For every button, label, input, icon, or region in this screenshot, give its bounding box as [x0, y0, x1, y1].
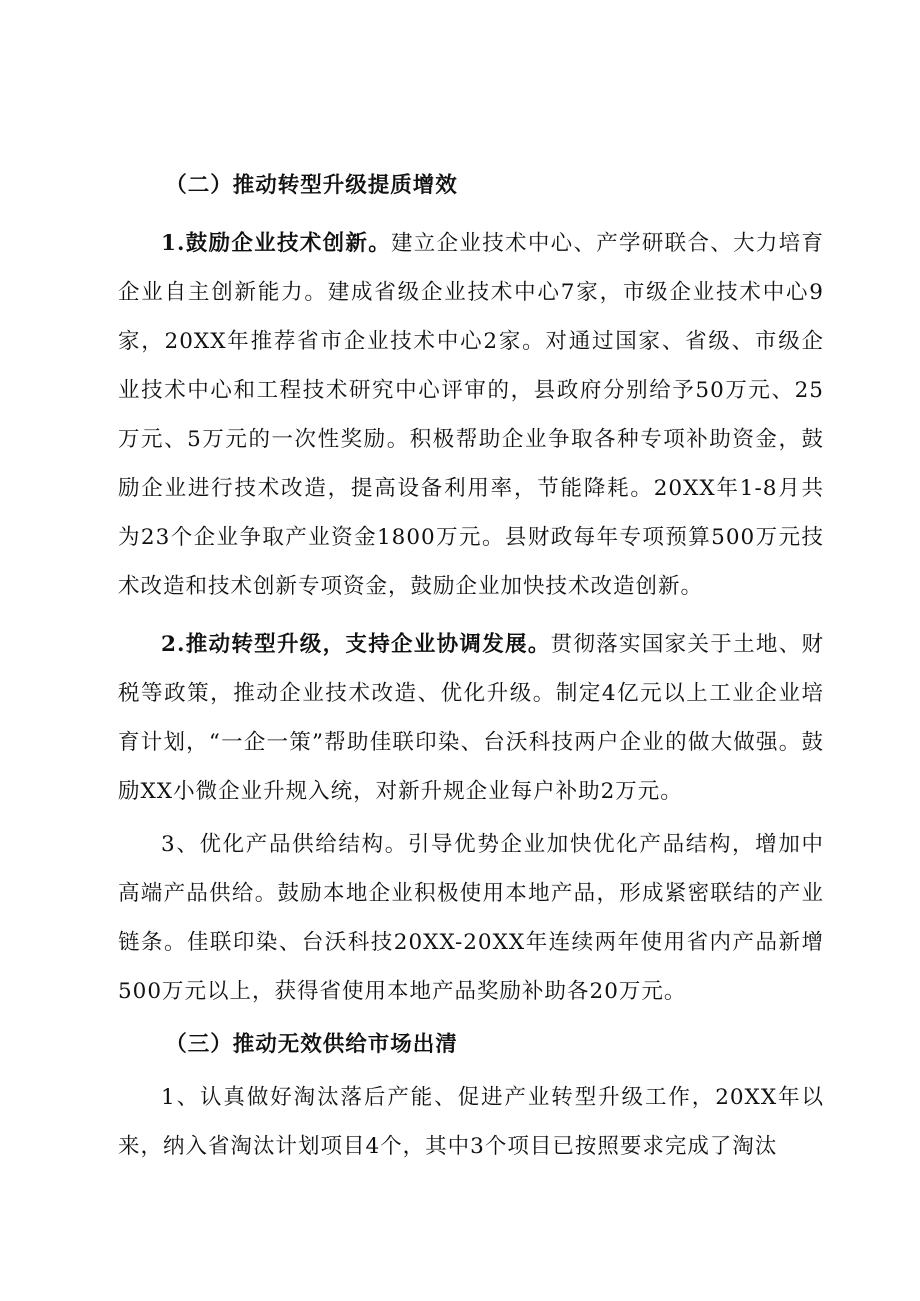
document-body	[118, 161, 824, 1171]
paragraph-item-2-lead: 2.推动转型升级，支持企业协调发展。	[161, 632, 551, 657]
paragraph-item-2-text: 贯彻落实国家关于土地、财税等政策，推动企业技术改造、优化升级。制定4亿元以上工业企业培育计划，“一企一策”帮助佳联印染、台沃科技两户企业的做大做强。鼓励XX小微企业升规入统，对新升规企业每户补助2万元。	[118, 632, 824, 804]
section-heading-3: （三）推动无效供给市场出清	[165, 1032, 458, 1057]
paragraph-item-4	[118, 1073, 824, 1171]
paragraph-item-4-text: 1、认真做好淘汰落后产能、促进产业转型升级工作，20XX年以来，纳入省淘汰计划项目4个，其中3个项目已按照要求完成了淘汰	[118, 1085, 824, 1159]
paragraph-item-3	[118, 820, 824, 1016]
paragraph-item-1-text: 建立企业技术中心、产学研联合、大力培育企业自主创新能力。建成省级企业技术中心7家，市级企业技术中心9家，20XX年推荐省市企业技术中心2家。对通过国家、省级、市级企业技术中心和工程技术研究中心评审的，县政府分别给予50万元、25万元、5万元的一次性奖励。积极帮助企业争取各种专项补助资金，鼓励企业进行技术改造，提高设备利用率，节能降耗。20XX年1-8月共为23个企业争取产业资金1800万元。县财政每年专项预算500万元技术改造和技术创新专项资金，鼓励企业加快技术改造创新。	[118, 231, 824, 599]
paragraph-item-2	[118, 620, 824, 816]
paragraph-item-3-text: 3、优化产品供给结构。引导优势企业加快优化产品结构，增加中高端产品供给。鼓励本地企业积极使用本地产品，形成紧密联结的产业链条。佳联印染、台沃科技20XX-20XX年连续两年使用省内产品新增500万元以上，获得省使用本地产品奖励补助各20万元。	[118, 832, 824, 1004]
paragraph-item-1	[118, 219, 824, 611]
section-heading-2: （二）推动转型升级提质增效	[165, 173, 458, 198]
paragraph-item-1-lead: 1.鼓励企业技术创新。	[161, 231, 391, 256]
